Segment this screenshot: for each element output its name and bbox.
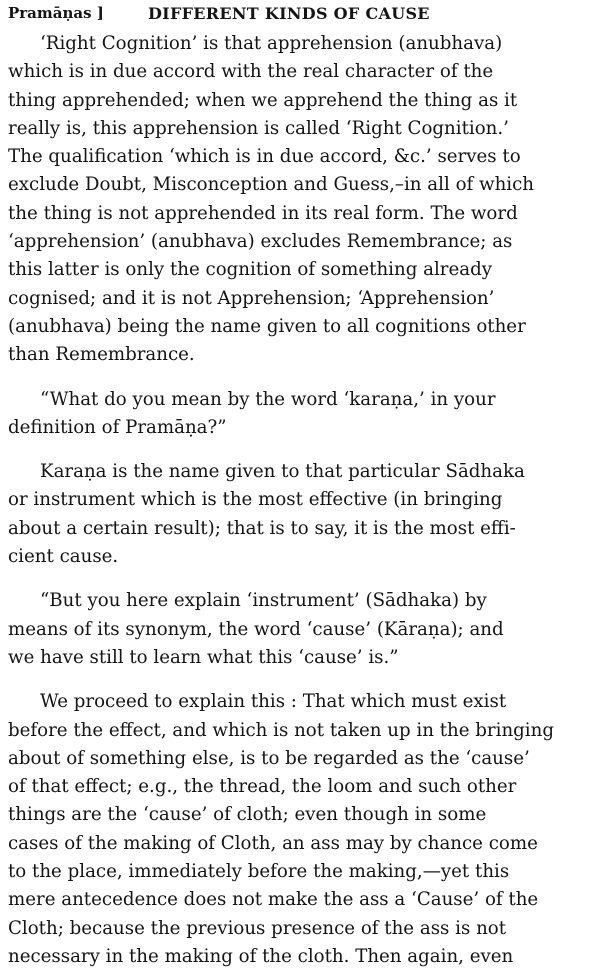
paragraph-karana-question: [8, 386, 590, 443]
text-line: this latter is only the cognition of something already: [8, 259, 492, 281]
text-line: to the place, immediately before the making,—yet this: [8, 861, 510, 883]
chapter-title: DIFFERENT KINDS OF CAUSE: [148, 4, 430, 23]
text-line: (anubhava) being the name given to all cognitions other: [8, 315, 526, 337]
paragraph-gap: [8, 571, 590, 587]
text-line: than Remembrance.: [8, 344, 195, 366]
text-line: before the effect, and which is not taken up in the bringing: [8, 719, 554, 741]
text-line: things are the ‘cause’ of cloth; even though in some: [8, 804, 487, 826]
text-line: “What do you mean by the word ‘karaṇa,’ in your: [40, 388, 496, 410]
text-line: means of its synonym, the word ‘cause’ (Kāraṇa); and: [8, 618, 504, 640]
text-line: necessary in the making of the cloth. Then again, even: [8, 945, 514, 967]
text-line: “But you here explain ‘instrument’ (Sādhaka) by: [40, 590, 487, 612]
text-line: We proceed to explain this : That which must exist: [40, 691, 507, 713]
text-line: The qualification ‘which is in due accord, &c.’ serves to: [8, 146, 521, 168]
text-line: thing apprehended; when we apprehend the thing as it: [8, 89, 518, 111]
text-line: mere antecedence does not make the ass a ‘Cause’ of the: [8, 889, 539, 911]
text-line: Karaṇa is the name given to that particular Sādhaka: [40, 461, 525, 483]
text-line: or instrument which is the most effective (in bringing: [8, 489, 503, 511]
section-label: Pramāṇas ]: [8, 4, 104, 22]
paragraph-right-cognition: [8, 30, 590, 370]
text-line: ‘Right Cognition’ is that apprehension (anubhava): [40, 33, 503, 54]
text-line: exclude Doubt, Misconception and Guess,–in all of which: [8, 174, 535, 196]
running-header: [8, 0, 590, 30]
text-line: cases of the making of Cloth, an ass may by chance come: [8, 832, 538, 854]
text-line: definition of Pramāṇa?”: [8, 416, 227, 438]
paragraph-cause-explanation: [8, 688, 590, 971]
text-line: about of something else, is to be regarded as the ‘cause’: [8, 747, 530, 769]
paragraph-gap: [8, 370, 590, 386]
text-line: the thing is not apprehended in its real form. The word: [8, 202, 518, 224]
text-line: cognised; and it is not Apprehension; ‘Apprehension’: [8, 287, 495, 309]
paragraph-instrument-objection: [8, 587, 590, 672]
paragraph-karana-definition: [8, 458, 590, 571]
paragraph-gap: [8, 672, 590, 688]
paragraph-gap: [8, 442, 590, 458]
text-line: we have still to learn what this ‘cause’ is.”: [8, 646, 399, 668]
text-line: of that effect; e.g., the thread, the loom and such other: [8, 776, 517, 798]
text-line: which is in due accord with the real character of the: [8, 61, 494, 83]
text-line: really is, this apprehension is called ‘Right Cognition.’: [8, 117, 509, 139]
text-line: ‘apprehension’ (anubhava) excludes Remembrance; as: [8, 231, 513, 253]
text-line: Cloth; because the previous presence of the ass is not: [8, 917, 507, 939]
text-line: cient cause.: [8, 546, 119, 568]
text-line: about a certain result); that is to say, it is the most effi-: [8, 517, 516, 539]
